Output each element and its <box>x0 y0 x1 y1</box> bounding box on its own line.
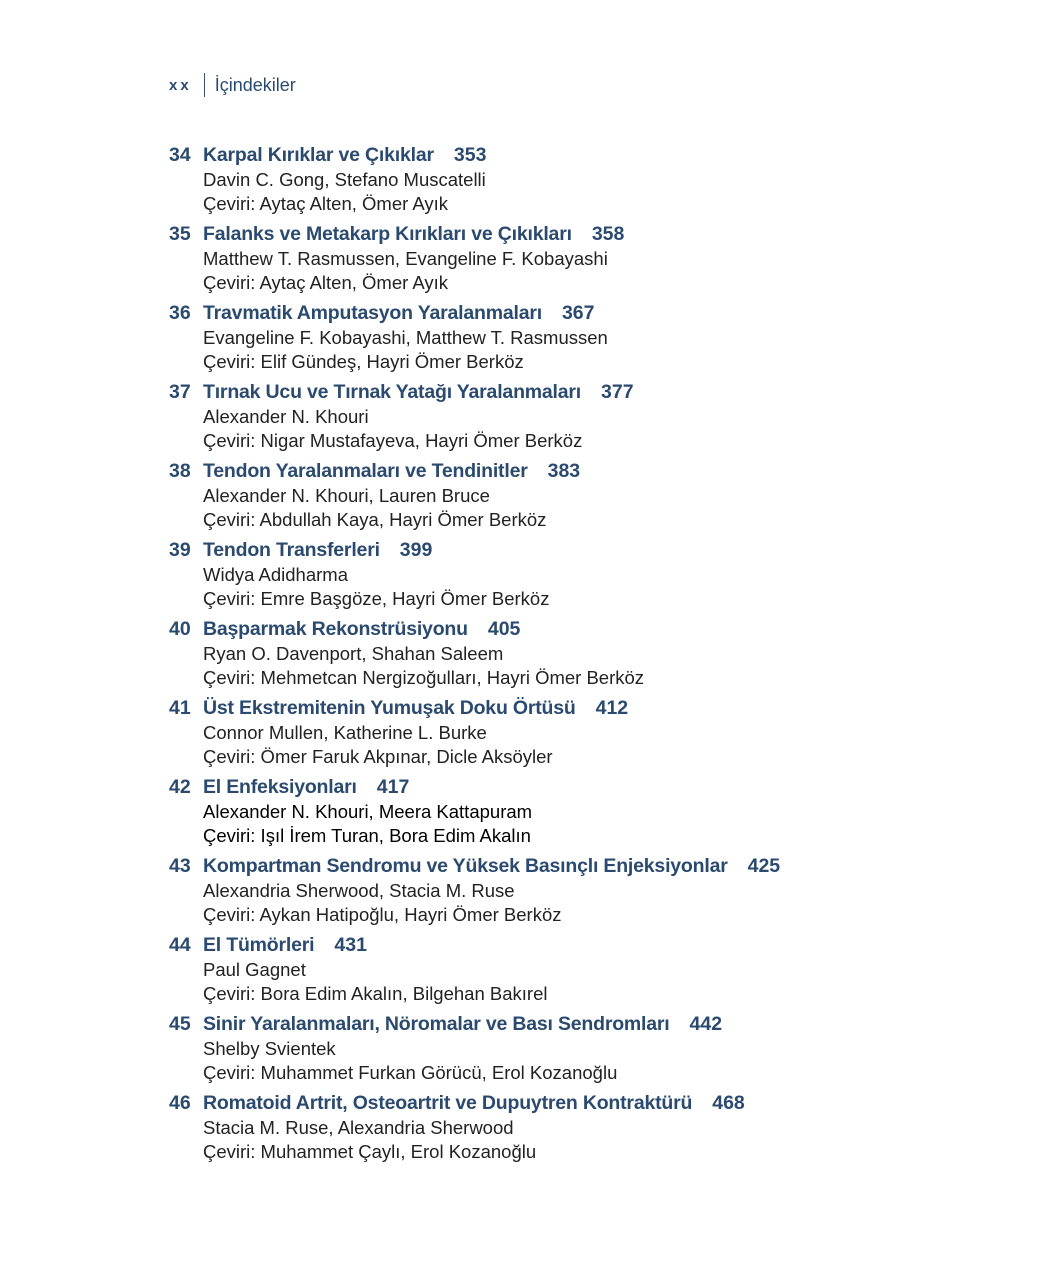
toc-entry-40 <box>169 616 989 695</box>
chapter-page: 353 <box>453 144 487 166</box>
chapter-authors: Connor Mullen, Katherine L. Burke <box>203 722 487 743</box>
chapter-heading[interactable] <box>169 458 989 484</box>
chapter-translators: Çeviri: Ömer Faruk Akpınar, Dicle Aksöyler <box>203 746 553 767</box>
chapter-title: Tendon Transferleri <box>203 539 380 561</box>
toc-entry-41 <box>169 695 989 774</box>
chapter-heading[interactable] <box>169 1011 989 1037</box>
chapter-authors: Paul Gagnet <box>203 959 306 980</box>
chapter-page: 358 <box>591 223 625 245</box>
chapter-number: 44 <box>169 934 191 956</box>
chapter-translators: Çeviri: Işıl İrem Turan, Bora Edim Akalın <box>203 825 531 846</box>
chapter-authors: Davin C. Gong, Stefano Muscatelli <box>203 169 486 190</box>
chapter-heading[interactable] <box>169 853 989 879</box>
chapter-page: 377 <box>601 381 634 403</box>
chapter-title: Karpal Kırıklar ve Çıkıklar <box>203 144 434 166</box>
chapter-number: 35 <box>169 223 191 245</box>
chapter-title: Üst Ekstremitenin Yumuşak Doku Örtüsü <box>203 697 576 719</box>
toc-entry-44 <box>169 932 989 1011</box>
toc-entry-38 <box>169 458 989 537</box>
chapter-number: 43 <box>169 855 191 877</box>
section-title: İçindekiler <box>214 74 296 95</box>
chapter-authors: Alexander N. Khouri, Meera Kattapuram <box>203 801 533 822</box>
chapter-page: 442 <box>689 1013 723 1035</box>
chapter-translators: Çeviri: Elif Gündeş, Hayri Ömer Berköz <box>203 351 524 372</box>
chapter-number: 37 <box>169 381 191 403</box>
chapter-heading[interactable] <box>169 1090 989 1116</box>
chapter-translators: Çeviri: Aytaç Alten, Ömer Ayık <box>203 272 449 293</box>
running-head <box>169 70 296 100</box>
chapter-number: 36 <box>169 302 191 324</box>
chapter-translators: Çeviri: Bora Edim Akalın, Bilgehan Bakırel <box>203 983 548 1004</box>
chapter-number: 45 <box>169 1013 191 1035</box>
chapter-page: 468 <box>712 1092 745 1114</box>
toc-entry-35 <box>169 221 989 300</box>
chapter-translators: Çeviri: Muhammet Çaylı, Erol Kozanoğlu <box>203 1141 537 1162</box>
chapter-translators: Çeviri: Muhammet Furkan Görücü, Erol Kozanoğlu <box>203 1062 618 1083</box>
chapter-heading[interactable] <box>169 221 989 247</box>
toc-entry-36 <box>169 300 989 379</box>
chapter-page: 405 <box>487 618 521 640</box>
chapter-authors: Ryan O. Davenport, Shahan Saleem <box>203 643 504 664</box>
chapter-translators: Çeviri: Nigar Mustafayeva, Hayri Ömer Berköz <box>203 430 583 451</box>
toc-entry-42 <box>169 774 989 853</box>
chapter-heading[interactable] <box>169 616 989 642</box>
chapter-page: 425 <box>747 855 781 877</box>
chapter-page: 431 <box>334 934 367 956</box>
header-divider <box>204 73 205 97</box>
toc-entry-37 <box>169 379 989 458</box>
chapter-translators: Çeviri: Mehmetcan Nergizoğulları, Hayri Ömer Berköz <box>203 667 645 688</box>
chapter-authors: Shelby Svientek <box>203 1038 336 1059</box>
chapter-page: 383 <box>547 460 581 482</box>
page-number: xx <box>169 76 192 94</box>
toc-entry-46 <box>169 1090 989 1169</box>
chapter-page: 412 <box>595 697 629 719</box>
toc-entry-43 <box>169 853 989 932</box>
chapter-heading[interactable] <box>169 379 989 405</box>
chapter-page: 417 <box>376 776 410 798</box>
chapter-authors: Evangeline F. Kobayashi, Matthew T. Rasmussen <box>203 327 608 348</box>
chapter-title: Tendon Yaralanmaları ve Tendinitler <box>203 460 528 482</box>
toc-entry-45 <box>169 1011 989 1090</box>
chapter-title: Başparmak Rekonstrüsiyonu <box>203 618 468 640</box>
chapter-page: 399 <box>399 539 433 561</box>
chapter-title: Travmatik Amputasyon Yaralanmaları <box>203 302 542 324</box>
chapter-title: El Enfeksiyonları <box>203 776 357 798</box>
chapter-title: Sinir Yaralanmaları, Nöromalar ve Bası Sendromları <box>203 1013 670 1035</box>
table-of-contents <box>169 142 989 1169</box>
chapter-heading[interactable] <box>169 300 989 326</box>
chapter-title: Romatoid Artrit, Osteoartrit ve Dupuytren Kontraktürü <box>203 1092 693 1114</box>
chapter-authors: Alexandria Sherwood, Stacia M. Ruse <box>203 880 515 901</box>
chapter-authors: Widya Adidharma <box>203 564 348 585</box>
chapter-heading[interactable] <box>169 695 989 721</box>
chapter-translators: Çeviri: Emre Başgöze, Hayri Ömer Berköz <box>203 588 550 609</box>
chapter-translators: Çeviri: Abdullah Kaya, Hayri Ömer Berköz <box>203 509 547 530</box>
toc-entry-39 <box>169 537 989 616</box>
chapter-title: Tırnak Ucu ve Tırnak Yatağı Yaralanmaları <box>203 381 582 403</box>
chapter-number: 41 <box>169 697 191 719</box>
chapter-number: 38 <box>169 460 191 482</box>
chapter-authors: Matthew T. Rasmussen, Evangeline F. Kobayashi <box>203 248 608 269</box>
chapter-heading[interactable] <box>169 932 989 958</box>
chapter-translators: Çeviri: Aykan Hatipoğlu, Hayri Ömer Berköz <box>203 904 562 925</box>
chapter-heading[interactable] <box>169 537 989 563</box>
chapter-number: 34 <box>169 144 191 166</box>
chapter-title: El Tümörleri <box>203 934 315 956</box>
chapter-page: 367 <box>561 302 595 324</box>
chapter-number: 46 <box>169 1092 191 1114</box>
chapter-authors: Stacia M. Ruse, Alexandria Sherwood <box>203 1117 514 1138</box>
chapter-heading[interactable] <box>169 142 989 168</box>
chapter-number: 40 <box>169 618 191 640</box>
chapter-title: Kompartman Sendromu ve Yüksek Basınçlı Enjeksiyonlar <box>203 855 728 877</box>
chapter-heading[interactable] <box>169 774 989 800</box>
chapter-authors: Alexander N. Khouri <box>203 406 369 427</box>
chapter-title: Falanks ve Metakarp Kırıkları ve Çıkıkları <box>203 223 572 245</box>
chapter-number: 39 <box>169 539 191 561</box>
chapter-number: 42 <box>169 776 191 798</box>
chapter-translators: Çeviri: Aytaç Alten, Ömer Ayık <box>203 193 449 214</box>
toc-entry-34 <box>169 142 989 221</box>
chapter-authors: Alexander N. Khouri, Lauren Bruce <box>203 485 490 506</box>
